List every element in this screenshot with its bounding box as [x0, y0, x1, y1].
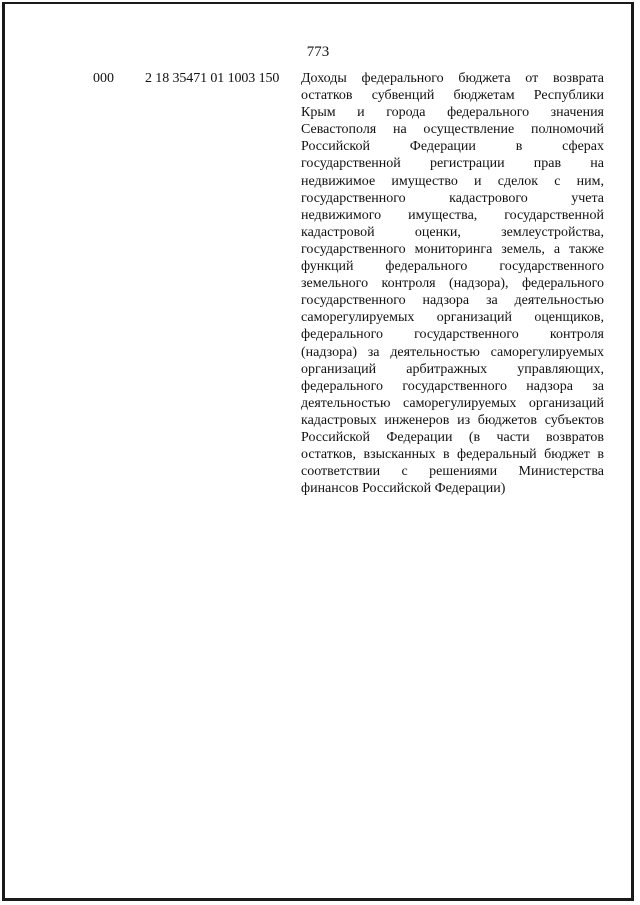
description-line: (надзора) за деятельностью саморегулируемых	[301, 344, 604, 360]
description-line: Крым и города федерального значения	[301, 105, 604, 121]
page-number: 773	[306, 44, 330, 60]
description-line: Севастополя на осуществление полномочий	[301, 122, 604, 138]
document-page	[2, 2, 634, 901]
description-line: недвижимого имущества, государственной	[301, 207, 604, 223]
description-line: организаций арбитражных управляющих,	[301, 361, 604, 377]
description-line: Российской Федерации (в части возвратов	[301, 429, 604, 445]
description-line: финансов Российской Федерации)	[301, 481, 506, 497]
description-line: остатков, взысканных в федеральный бюджет в	[301, 447, 604, 463]
description-line: федерального государственного надзора за	[301, 378, 604, 394]
description-line: государственного кадастрового учета	[301, 190, 604, 206]
income-description	[301, 70, 604, 497]
description-line: государственного надзора за деятельностью	[301, 293, 604, 309]
description-line: функций федерального государственного	[301, 259, 604, 275]
description-line: соответствии с решениями Министерства	[301, 464, 604, 480]
description-line: земельного контроля (надзора), федерального	[301, 276, 604, 292]
description-line: недвижимое имущество и сделок с ним,	[301, 173, 604, 189]
description-line: федерального государственного контроля	[301, 327, 604, 343]
description-line: деятельностью саморегулируемых организаций	[301, 395, 604, 411]
description-line: государственного мониторинга земель, а также	[301, 241, 604, 257]
admin-code: 000	[93, 71, 114, 86]
description-line: кадастровых инженеров из бюджетов субъектов	[301, 412, 604, 428]
description-line: Доходы федерального бюджета от возврата	[301, 71, 604, 86]
description-line: остатков субвенций бюджетам Республики	[301, 88, 604, 104]
description-line: саморегулируемых организаций оценщиков,	[301, 310, 604, 326]
description-line: Российской Федерации в сферах	[301, 139, 604, 155]
budget-classification-code: 2 18 35471 01 1003 150	[145, 71, 280, 86]
description-line: кадастровой оценки, землеустройства,	[301, 224, 604, 240]
description-line: государственной регистрации прав на	[301, 156, 604, 172]
